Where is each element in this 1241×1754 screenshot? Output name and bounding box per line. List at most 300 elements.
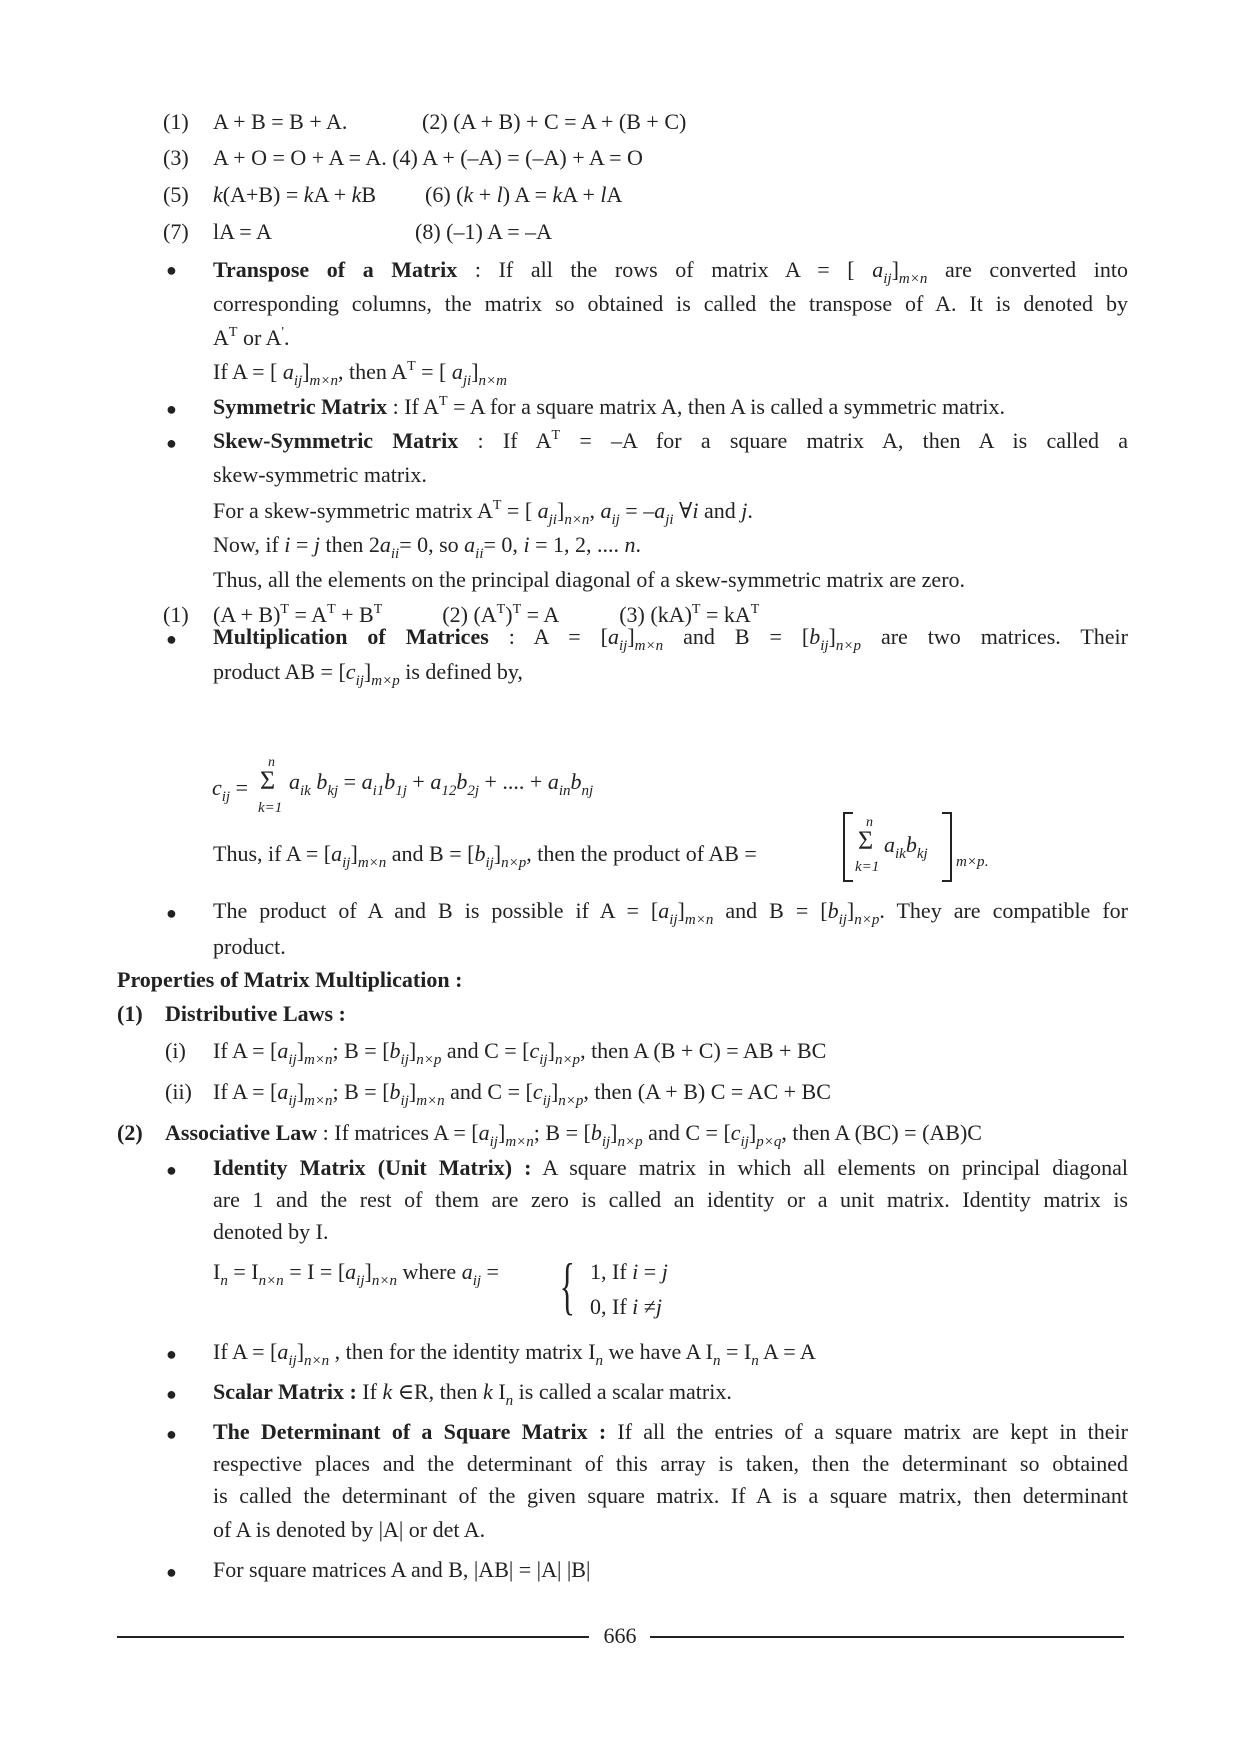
var: b [570, 769, 582, 794]
subscript: ij [342, 855, 351, 871]
text: , then A (B + C) = AB + BC [580, 1038, 827, 1063]
text: For a skew-symmetric matrix A [213, 498, 493, 523]
subscript: n×n [564, 512, 590, 528]
text: = A for a square matrix A, then A is called a symmetric matrix. [447, 394, 1005, 419]
prop-number: (1) [163, 602, 189, 627]
bullet: ● [166, 1424, 177, 1444]
text: (A+B) = [222, 182, 304, 207]
text: (3) (kA) [619, 602, 692, 627]
case-one [590, 1258, 668, 1286]
text: = [481, 1259, 499, 1284]
text: are converted into [927, 257, 1128, 282]
subscript: ji [548, 512, 557, 528]
subscript: ij [293, 373, 303, 389]
prop-line [425, 181, 622, 209]
var: a [464, 532, 476, 557]
subscript: nj [581, 783, 594, 799]
skew-line-2: skew-symmetric matrix. [213, 462, 427, 487]
text: ; B = [ [332, 1079, 390, 1104]
var: j [313, 532, 320, 557]
transpose-line-3 [213, 324, 1128, 352]
var: n [624, 532, 636, 557]
text: and B = [ [386, 841, 475, 866]
text: ) [505, 602, 513, 627]
text: + [406, 769, 431, 794]
term-heading: Skew-Symmetric Matrix [213, 428, 459, 453]
text: (6) ( [425, 182, 464, 207]
var: a [277, 1079, 289, 1104]
var: a [282, 359, 294, 384]
determinant-line-2 [213, 1450, 1128, 1478]
var: c [529, 1038, 540, 1063]
var: a [361, 769, 373, 794]
case-brace: { [559, 1250, 576, 1321]
identity-line-1 [213, 1154, 1128, 1182]
justified-line [213, 1418, 1128, 1446]
subscript: ij [288, 1052, 297, 1068]
subscript: m×p [371, 673, 400, 689]
subscript: ij [838, 912, 847, 928]
var: c [730, 1120, 741, 1145]
var: a [277, 1038, 289, 1063]
prop-number: (5) [163, 182, 189, 207]
term-heading: Transpose of a Matrix [213, 257, 458, 282]
justified-line: The product of A and B is possible if $A = [a_{ij}]_{m\times n}$ and $B = [b_{ij}]_{n\times p}$. They are compatible for [213, 898, 1128, 928]
superscript: T [439, 394, 448, 409]
subscript: ij [669, 912, 678, 928]
var: b [384, 769, 396, 794]
product-line-2: product. [213, 934, 286, 959]
var: a [451, 359, 463, 384]
subscript: ij [485, 855, 494, 871]
text: A [606, 182, 623, 207]
sum-term [884, 831, 928, 862]
var: b [389, 1038, 401, 1063]
text: : If A [387, 394, 440, 419]
var: i [692, 498, 699, 523]
var: k [552, 182, 563, 207]
bullet: ● [166, 1562, 177, 1582]
law-number: (1) [117, 1001, 143, 1026]
subscript: ij [740, 1134, 749, 1150]
text: (A + B) [213, 602, 281, 627]
prop-line [213, 108, 347, 136]
subscript: n×p [501, 855, 527, 871]
subscript: n×p [835, 638, 861, 654]
justified-line: respective places and the determinant of this array is taken, then the determinant so obtained [213, 1451, 1128, 1476]
text: . [283, 325, 290, 350]
var: c [345, 659, 356, 684]
right-bracket [942, 812, 952, 882]
mult-line-2: product AB = $[c_{ij}]_{m\times p}$ is defined by, [213, 659, 523, 689]
subscript: ij [221, 789, 231, 805]
var: j [661, 1259, 668, 1284]
superscript: T [512, 602, 522, 617]
prop-line [213, 181, 376, 209]
subscript: 1j [395, 783, 407, 799]
text: = 0, [483, 532, 524, 557]
subscript: ij [883, 271, 892, 287]
text: I [213, 1259, 221, 1284]
subscript: m×n [304, 1052, 333, 1068]
determinant-property: For square matrices A and B, |AB| = |A| |B| [213, 1557, 591, 1582]
text: If A = [ [213, 359, 283, 384]
subscript: ij [288, 1353, 297, 1369]
sigma-lower-limit: k=1 [258, 800, 283, 816]
text: A [213, 325, 229, 350]
var: a [654, 498, 666, 523]
var: b [590, 1120, 602, 1145]
footer-rule-right [650, 1636, 1124, 1638]
justified-line: Transpose of a Matrix : If all the rows of matrix A = [ $a_{ij}]_{m\times n}$ are converted into [213, 257, 1128, 287]
subscript: ji [665, 512, 674, 528]
var: b [456, 769, 468, 794]
var: a [607, 624, 619, 649]
text: and B = [ [713, 898, 828, 923]
text: I [492, 1379, 506, 1404]
var: a [884, 832, 895, 857]
subscript: ij [489, 1134, 498, 1150]
transpose-line-1 [213, 256, 1128, 287]
law-sub-number: (i) [165, 1038, 186, 1063]
text: = I [227, 1259, 259, 1284]
subscript: m×n [357, 855, 387, 871]
determinant-line-1 [213, 1418, 1128, 1446]
superscript: T [373, 602, 383, 617]
mult-line-1 [213, 623, 1128, 654]
var: j [741, 498, 748, 523]
text: = [ [501, 498, 538, 523]
bullet: ● [166, 1344, 177, 1364]
subscript: 12 [441, 783, 457, 799]
subscript: ij [472, 1273, 482, 1289]
text: = 1, 2, .... [529, 532, 625, 557]
associative-law: Associative Law : If matrices $A = [a_{ij}]_{m\times n}$; $B = [b_{ij}]_{n\times p}$ and $C = [c_{ij}]_{p\times q}$, then A (BC) = (AB)C [165, 1120, 982, 1150]
var: a [461, 1259, 473, 1284]
bullet: ● [166, 399, 177, 419]
subscript: ij [288, 1093, 297, 1109]
text: , then for the identity matrix I [329, 1339, 596, 1364]
text: , then A [338, 359, 408, 384]
skew-line-1 [213, 427, 1128, 455]
subscript: m×n [898, 271, 928, 287]
var: a [430, 769, 442, 794]
text: A + [562, 182, 601, 207]
var: a [547, 769, 559, 794]
superscript: T [750, 602, 760, 617]
text: ∀ [673, 498, 693, 523]
subscript: p×q [756, 1134, 782, 1150]
justified-line: is called the determinant of the given square matrix. If A is a square matrix, then determinant [213, 1483, 1128, 1508]
text: : If A [458, 428, 552, 453]
subscript: ij [820, 638, 829, 654]
text: = [638, 1259, 662, 1284]
var: a [537, 498, 549, 523]
sigma-upper-limit: n [268, 755, 275, 770]
text: = 0, so [399, 532, 465, 557]
page-number: 666 [603, 1623, 637, 1648]
text: and C = [ [441, 1038, 530, 1063]
subscript: ij [356, 1273, 365, 1289]
text: If [356, 1379, 383, 1404]
text: then 2 [319, 532, 380, 557]
subscript: n×p [558, 1093, 584, 1109]
identity-line-3: denoted by I. [213, 1219, 329, 1244]
var: i [632, 1294, 639, 1319]
text: : A = [ [488, 624, 608, 649]
prop-number: (1) [163, 109, 189, 134]
subscript: n×p [854, 912, 880, 928]
var: k [213, 182, 223, 207]
superscript: T [492, 498, 502, 513]
text: = [ [415, 359, 452, 384]
subscript: n [751, 1353, 759, 1369]
var: a [331, 841, 343, 866]
text: = A [521, 602, 560, 627]
subscript: n [713, 1353, 721, 1369]
mult-product-line: Thus, if $A = [a_{ij}]_{m\times n}$ and $B = [b_{ij}]_{n\times p}$, then the product of AB = [213, 841, 757, 871]
skew-line-4 [213, 531, 1128, 562]
text: Thus, if A = [ [213, 841, 332, 866]
superscript: T [228, 325, 238, 340]
law-heading: Distributive Laws : [165, 1001, 346, 1026]
text: 1, If [590, 1259, 633, 1284]
prop-line: lA = A [213, 219, 272, 244]
subscript: kj [916, 846, 928, 862]
subscript: ij [542, 1093, 551, 1109]
formula-lhs: $c_{ij}$ = [212, 775, 249, 805]
scalar-matrix [213, 1378, 732, 1409]
var: b [905, 832, 917, 857]
subscript: n×n [258, 1273, 284, 1289]
subscript: ij [400, 1052, 409, 1068]
subscript: ij [400, 1093, 409, 1109]
text: . [635, 532, 641, 557]
text: + [473, 182, 497, 207]
var: k [463, 182, 474, 207]
subscript: i1 [372, 783, 385, 799]
var: k [382, 1379, 393, 1404]
subscript: ik [300, 783, 311, 799]
subscript: ij [611, 512, 620, 528]
subscript: kj [327, 783, 339, 799]
prop-line: A + O = O + A = A. (4) A + (–A) = (–A) + A = O [213, 145, 643, 170]
text: Now, if [213, 532, 285, 557]
symmetric-line [213, 393, 1128, 421]
formula-rhs [289, 768, 594, 799]
subscript: n×m [478, 373, 507, 389]
justified-line: Multiplication of Matrices : $A = [a_{ij}]_{m\times n}$ and $B = [b_{ij}]_{n\times p}$ are two matrices. Their [213, 624, 1128, 654]
var: c [212, 775, 222, 800]
left-bracket [843, 812, 853, 882]
prop-number: (3) [163, 145, 189, 170]
bullet: ● [166, 903, 177, 923]
subscript: 2j [467, 783, 480, 799]
superscript: T [407, 359, 416, 374]
prop-line: (8) (–1) A = –A [415, 219, 553, 244]
bullet: ● [166, 260, 177, 280]
term-heading: Identity Matrix (Unit Matrix) : [213, 1155, 532, 1180]
var: a [289, 769, 300, 794]
determinant-line-4: of A is denoted by |A| or det A. [213, 1517, 486, 1542]
identity-property: If $A = [a_{ij}]_{n\times n}$ , then for the identity matrix $I_n$ we have A $I_n = I_n$ A = A [213, 1339, 816, 1369]
subscript: ij [601, 1134, 611, 1150]
text: : If all the rows of matrix A = [ [457, 257, 873, 282]
var: k [351, 182, 362, 207]
footer-rule-left [117, 1636, 589, 1638]
prop-line: (2) (A + B) + C = A + (B + C) [422, 109, 687, 134]
var: b [474, 841, 486, 866]
case-zero [590, 1293, 662, 1321]
justified-line [213, 1154, 1128, 1182]
var: a [872, 257, 884, 282]
var: l [600, 182, 607, 207]
subscript: m×n [684, 912, 714, 928]
var: a [478, 1120, 490, 1145]
subscript: m×n [505, 1134, 534, 1150]
justified-line: corresponding columns, the matrix so obtained is called the transpose of A. It is denoted by [213, 291, 1128, 316]
text: B [361, 182, 377, 207]
text: A = A [758, 1339, 816, 1364]
var: i [523, 532, 530, 557]
text: . They are compatible for [879, 898, 1128, 923]
law-sub-number: (ii) [165, 1079, 192, 1104]
superscript: T [691, 602, 701, 617]
justified-line: are 1 and the rest of them are zero is called an identity or a unit matrix. Identity matrix is [213, 1187, 1128, 1212]
skew-line-5: Thus, all the elements on the principal diagonal of a skew-symmetric matrix are zero. [213, 567, 966, 592]
subscript: n×n [304, 1353, 330, 1369]
text: , then the product of AB = [526, 841, 757, 866]
text: , then A (BC) = (AB)C [781, 1120, 982, 1145]
text: product AB = [ [213, 659, 346, 684]
subscript: m×p [956, 854, 985, 870]
text: 0, If [590, 1294, 633, 1319]
var: b [389, 1079, 401, 1104]
term-heading: Symmetric Matrix [213, 394, 388, 419]
text: A square matrix in which all elements on principal diagonal [531, 1155, 1128, 1180]
text: . [747, 498, 753, 523]
text: A + [313, 182, 352, 207]
subscript: m×n [416, 1093, 445, 1109]
var: a [600, 498, 612, 523]
prop-text: A + B = B + A. [213, 109, 348, 134]
text: + .... + [479, 769, 548, 794]
bullet: ● [166, 629, 177, 649]
law-number: (2) [117, 1120, 143, 1145]
text: + B [335, 602, 374, 627]
sigma-upper-limit: n [866, 815, 873, 830]
subscript: ij [355, 673, 364, 689]
subscript: ji [462, 373, 472, 389]
matrix-order [956, 848, 988, 876]
var: k [303, 182, 314, 207]
var: b [316, 769, 328, 794]
subscript: m×n [634, 638, 664, 654]
text: and C = [ [642, 1120, 731, 1145]
text: ; B = [ [533, 1120, 591, 1145]
var: a [379, 532, 391, 557]
var: k [483, 1379, 493, 1404]
subscript: in [558, 783, 571, 799]
product-line-1 [213, 897, 1128, 928]
text: ∈R, then [392, 1379, 484, 1404]
text: ) A = [502, 182, 553, 207]
subscript: ii [475, 546, 484, 562]
distributive-law-2: If $A = [a_{ij}]_{m\times n}$; $B = [b_{ij}]_{m\times n}$ and $C = [c_{ij}]_{n\times p}$, then (A + B) C = AC + BC [213, 1079, 831, 1109]
text: = I = [ [283, 1259, 346, 1284]
subscript: m×n [309, 373, 338, 389]
subscript: ij [539, 1052, 548, 1068]
sigma-symbol: Σ [858, 826, 874, 855]
text: = I [720, 1339, 752, 1364]
identity-formula: $I_n = I_{n\times n} = I = [a_{ij}]_{n\times n}$ where $a_{ij}$ = [213, 1259, 499, 1289]
var: j [655, 1294, 662, 1319]
text: If A = [ [213, 1339, 278, 1364]
text: If A = [ [213, 1079, 278, 1104]
text: The product of A and B is possible if A = [ [213, 898, 659, 923]
bullet: ● [166, 1160, 177, 1180]
superscript: T [551, 428, 561, 443]
text: , [589, 498, 601, 523]
bullet: ● [166, 1384, 177, 1404]
var: a [658, 898, 670, 923]
justified-line [213, 427, 1128, 455]
text: we have A I [603, 1339, 713, 1364]
subscript: ij [618, 638, 628, 654]
subscript: n×p [617, 1134, 643, 1150]
term-heading: The Determinant of a Square Matrix : [213, 1419, 607, 1444]
superscript: ' [281, 325, 284, 340]
var: c [532, 1079, 543, 1104]
superscript: T [496, 602, 506, 617]
skew-line-3: For a skew-symmetric matrix $A^T$ = [ $a_{ji}]_{n\times n}$, $a_{ij} = -a_{ji}$ ∀i and j. [213, 498, 753, 528]
text: , then (A + B) C = AC + BC [583, 1079, 831, 1104]
term-heading: Multiplication of Matrices [213, 624, 489, 649]
text: : If matrices A = [ [317, 1120, 479, 1145]
text: is defined by, [399, 659, 523, 684]
text: = kA [700, 602, 751, 627]
subscript: n×n [371, 1273, 397, 1289]
text: and [698, 498, 742, 523]
subscript: ii [390, 546, 400, 562]
text: = –A for a square matrix A, then A is called a [560, 428, 1128, 453]
var: i [632, 1259, 639, 1284]
var: l [496, 182, 503, 207]
text: ; B = [ [332, 1038, 390, 1063]
subscript: m×n [304, 1093, 333, 1109]
var: b [809, 624, 821, 649]
var: a [277, 1339, 289, 1364]
var: i [284, 532, 291, 557]
transpose-line-2 [213, 290, 1128, 318]
text: If all the entries of a square matrix are kept in their [606, 1419, 1129, 1444]
subscript: n×p [554, 1052, 581, 1068]
superscript: T [280, 602, 289, 617]
distributive-law-1: If $A = [a_{ij}]_{m\times n}$; $B = [b_{ij}]_{n\times p}$ and $C = [c_{ij}]_{n\times p}$, then A (B + C) = AB + BC [213, 1038, 827, 1068]
var: a [345, 1259, 357, 1284]
superscript: T [327, 602, 336, 617]
prop-number: (7) [163, 219, 189, 244]
identity-line-2 [213, 1186, 1128, 1214]
subscript: n×p [416, 1052, 442, 1068]
var: b [827, 898, 839, 923]
law-heading: Associative Law [165, 1120, 318, 1145]
subscript: n [505, 1393, 514, 1409]
subscript: n [220, 1273, 228, 1289]
text: or A [237, 325, 282, 350]
text: = [338, 769, 362, 794]
sigma-lower-limit: k=1 [855, 859, 880, 875]
